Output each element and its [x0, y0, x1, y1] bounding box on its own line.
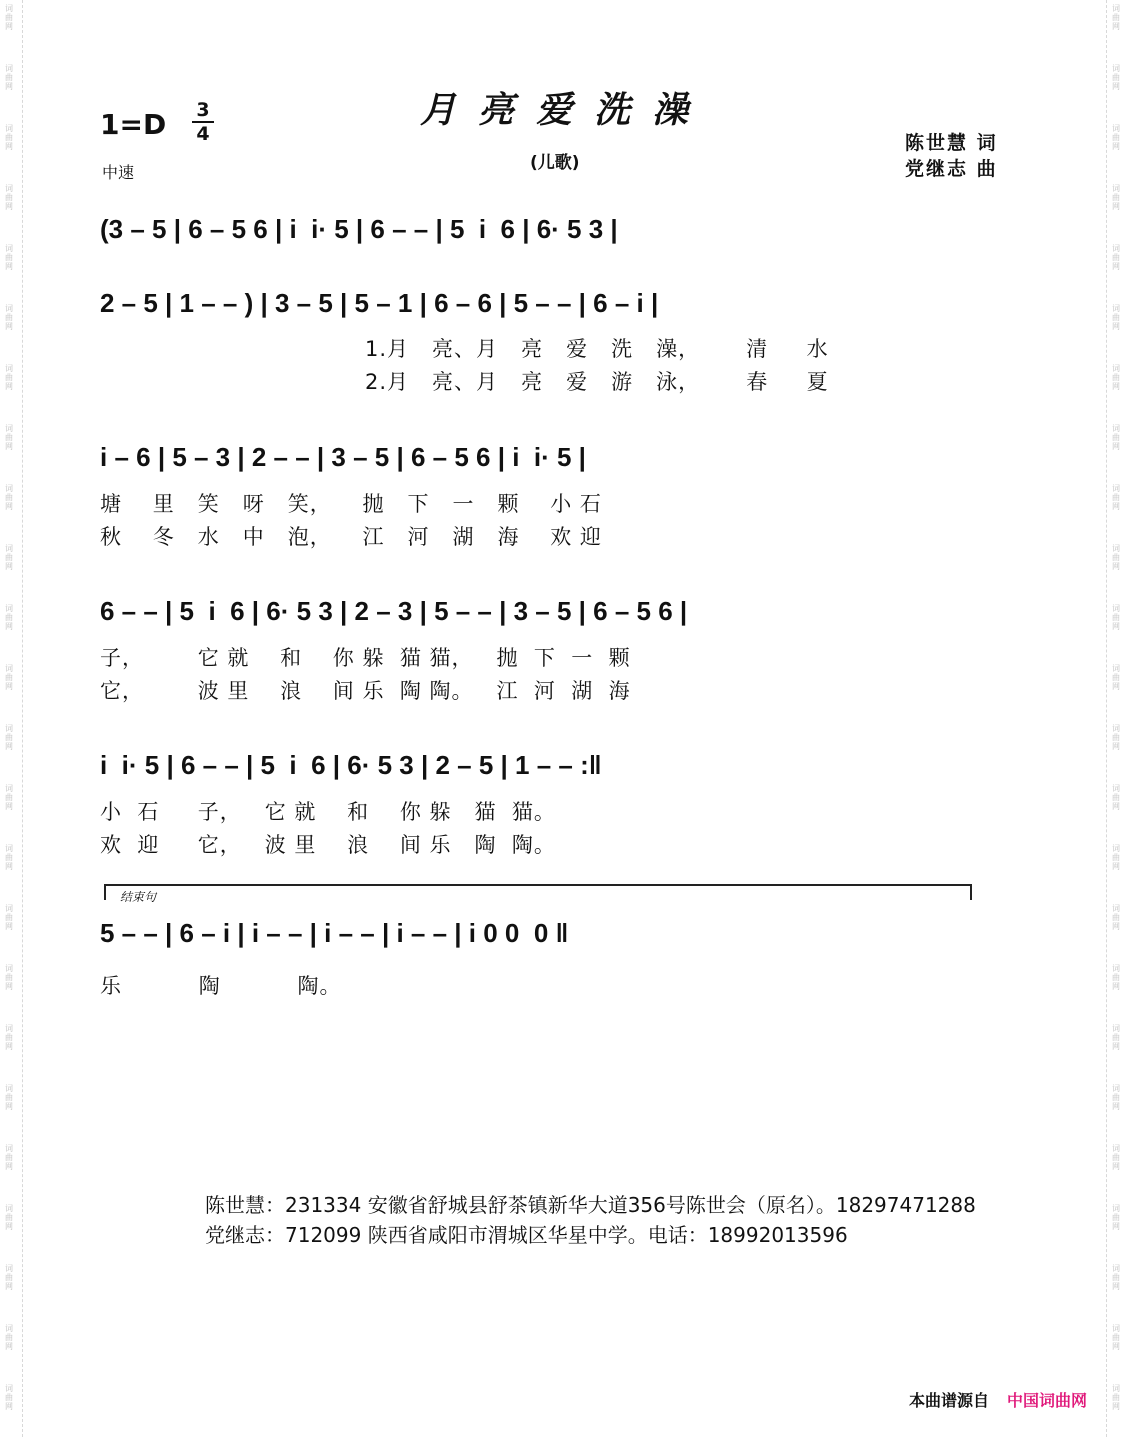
watermark-text: 词 曲 网: [1112, 844, 1120, 871]
watermark-text: 词 曲 网: [1112, 4, 1120, 31]
lyrics-row-4-verse-1: 子， 它 就 和 你 躲 猫 猫， 抛 下 一 颗: [100, 646, 631, 670]
watermark-text: 词 曲 网: [5, 664, 13, 691]
song-subtitle: (儿歌): [530, 153, 580, 173]
key-signature: 1=D: [100, 108, 167, 141]
watermark-text: 词 曲 网: [1112, 1264, 1120, 1291]
lyrics-row-5-verse-2: 欢 迎 它， 波 里 浪 间 乐 陶 陶。: [100, 833, 556, 857]
watermark-text: 词 曲 网: [5, 844, 13, 871]
lyrics-row-3-verse-1: 塘 里 笑 呀 笑， 抛 下 一 颗 小 石: [100, 492, 602, 516]
watermark-text: 词 曲 网: [5, 424, 13, 451]
watermark-text: 词 曲 网: [5, 304, 13, 331]
song-title: 月亮爱洗澡: [420, 89, 711, 131]
lyrics-row-2-verse-1: 1.月 亮、月 亮 爱 洗 澡， 清 水: [365, 337, 829, 361]
watermark-text: 词 曲 网: [5, 1264, 13, 1291]
watermark-text: 词 曲 网: [5, 964, 13, 991]
notation-row-3: i – 6 | 5 – 3 | 2 – – | 3 – 5 | 6 – 5 6 | i i· 5 |: [100, 442, 586, 472]
watermark-text: 词 曲 网: [5, 1084, 13, 1111]
watermark-text: 词 曲 网: [1112, 784, 1120, 811]
watermark-strip-left: [0, 0, 23, 1437]
watermark-text: 词 曲 网: [1112, 1084, 1120, 1111]
watermark-text: 词 曲 网: [5, 124, 13, 151]
watermark-text: 词 曲 网: [5, 184, 13, 211]
watermark-text: 词 曲 网: [1112, 664, 1120, 691]
watermark-text: 词 曲 网: [5, 1384, 13, 1411]
watermark-text: 词 曲 网: [5, 64, 13, 91]
notation-row-4: 6 – – | 5 i 6 | 6· 5 3 | 2 – 3 | 5 – – | 3 – 5 | 6 – 5 6 |: [100, 596, 688, 626]
watermark-text: 词 曲 网: [5, 484, 13, 511]
watermark-text: 词 曲 网: [5, 244, 13, 271]
ending-bracket: [104, 884, 972, 900]
watermark-text: 词 曲 网: [5, 1144, 13, 1171]
time-signature-bottom: 4: [196, 123, 210, 145]
watermark-text: 词 曲 网: [1112, 604, 1120, 631]
watermark-text: 词 曲 网: [1112, 304, 1120, 331]
watermark-text: 词 曲 网: [5, 784, 13, 811]
time-signature-top: 3: [196, 99, 210, 121]
watermark-text: 词 曲 网: [1112, 544, 1120, 571]
watermark-text: 词 曲 网: [1112, 244, 1120, 271]
lyrics-row-4-verse-2: 它， 波 里 浪 间 乐 陶 陶。 江 河 湖 海: [100, 679, 631, 703]
time-signature: [192, 100, 214, 144]
watermark-text: 词 曲 网: [1112, 364, 1120, 391]
watermark-text: 词 曲 网: [5, 544, 13, 571]
watermark-text: 词 曲 网: [1112, 484, 1120, 511]
source-brand-link[interactable]: 中国词曲网: [1006, 1391, 1087, 1410]
notation-row-2: 2 – 5 | 1 – – ) | 3 – 5 | 5 – 1 | 6 – 6 | 5 – – | 6 – i |: [100, 288, 659, 318]
source-credit: [909, 1388, 1087, 1411]
watermark-text: 词 曲 网: [1112, 964, 1120, 991]
tempo-marking: 中速: [102, 163, 135, 182]
watermark-text: 词 曲 网: [1112, 184, 1120, 211]
watermark-text: 词 曲 网: [5, 1204, 13, 1231]
notation-row-5: i i· 5 | 6 – – | 5 i 6 | 6· 5 3 | 2 – 5 | 1 – – :‖: [100, 750, 602, 780]
composer-credit: 党继志 曲: [905, 158, 998, 180]
watermark-text: 词 曲 网: [5, 1324, 13, 1351]
watermark-text: 词 曲 网: [1112, 904, 1120, 931]
watermark-strip-right: [1106, 0, 1129, 1437]
watermark-text: 词 曲 网: [5, 604, 13, 631]
lyrics-row-5-verse-1: 小 石 子， 它 就 和 你 躲 猫 猫。: [100, 800, 556, 824]
watermark-text: 词 曲 网: [1112, 1144, 1120, 1171]
source-label: 本曲谱源自: [908, 1391, 989, 1410]
watermark-text: 词 曲 网: [1112, 64, 1120, 91]
watermark-text: 词 曲 网: [1112, 124, 1120, 151]
lyrics-row-3-verse-2: 秋 冬 水 中 泡， 江 河 湖 海 欢 迎: [100, 525, 602, 549]
watermark-text: 词 曲 网: [1112, 1204, 1120, 1231]
watermark-text: 词 曲 网: [5, 364, 13, 391]
lyricist-credit: 陈世慧 词: [905, 132, 998, 154]
watermark-text: 词 曲 网: [1112, 724, 1120, 751]
watermark-text: 词 曲 网: [1112, 424, 1120, 451]
lyrics-row-6: 乐 陶 陶。: [100, 974, 342, 998]
footer-contact-lyricist: 陈世慧：231334 安徽省舒城县舒茶镇新华大道356号陈世会（原名）。18297471288: [205, 1193, 976, 1217]
notation-row-6: 5 – – | 6 – i | i – – | i – – | i – – | i 0 0 0 ‖: [100, 918, 569, 948]
watermark-text: 词 曲 网: [5, 904, 13, 931]
ending-label: 结束句: [120, 890, 157, 904]
watermark-text: 词 曲 网: [5, 724, 13, 751]
watermark-text: 词 曲 网: [1112, 1384, 1120, 1411]
notation-row-1: (3 – 5 | 6 – 5 6 | i i· 5 | 6 – – | 5 i 6 | 6· 5 3 |: [100, 214, 618, 244]
watermark-text: 词 曲 网: [1112, 1324, 1120, 1351]
watermark-text: 词 曲 网: [5, 1024, 13, 1051]
watermark-text: 词 曲 网: [5, 4, 13, 31]
watermark-text: 词 曲 网: [1112, 1024, 1120, 1051]
lyrics-row-2-verse-2: 2.月 亮、月 亮 爱 游 泳， 春 夏: [365, 370, 829, 394]
footer-contact-composer: 党继志：712099 陕西省咸阳市渭城区华星中学。电话：18992013596: [205, 1223, 848, 1247]
